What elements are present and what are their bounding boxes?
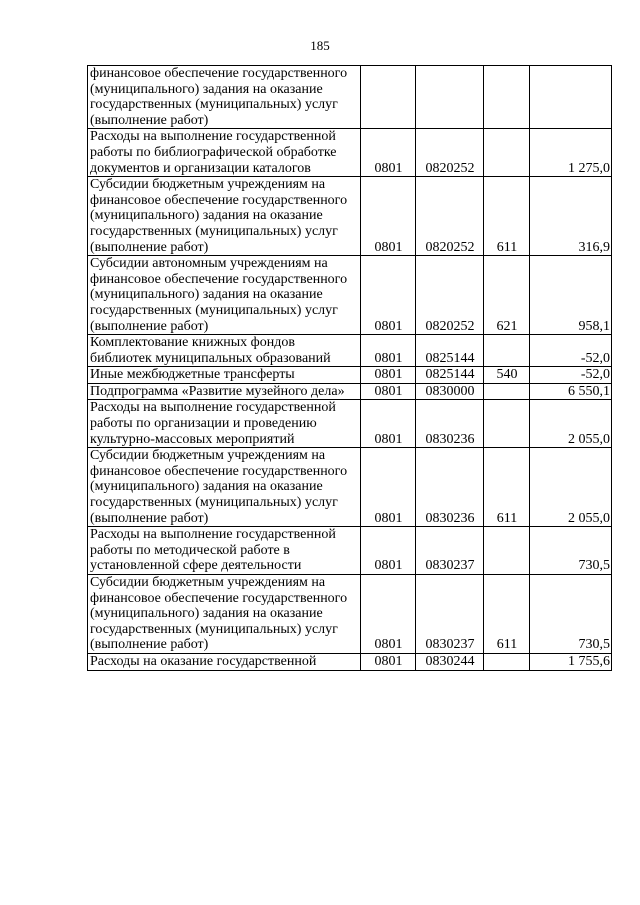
row-amount: 730,5 — [530, 527, 612, 575]
row-description: Субсидии бюджетным учреждениям на финансовое обеспечение государственного (муниципального) задания на оказание государственных (муниципальных) услуг (выполнение работ) — [88, 448, 361, 527]
row-razdel: 0801 — [361, 129, 416, 177]
row-expense-type — [484, 66, 530, 129]
row-target-article: 0830000 — [416, 383, 484, 400]
row-razdel: 0801 — [361, 367, 416, 384]
row-target-article: 0820252 — [416, 129, 484, 177]
row-target-article — [416, 66, 484, 129]
table-row — [88, 400, 612, 448]
row-description: финансовое обеспечение государственного (муниципального) задания на оказание государственных (муниципальных) услуг (выполнение работ) — [88, 66, 361, 129]
row-expense-type: 611 — [484, 177, 530, 256]
row-target-article: 0820252 — [416, 256, 484, 335]
table-row — [88, 335, 612, 367]
row-target-article: 0830236 — [416, 448, 484, 527]
row-expense-type — [484, 400, 530, 448]
row-amount: 316,9 — [530, 177, 612, 256]
table-row — [88, 653, 612, 670]
row-description: Расходы на выполнение государственной работы по методической работе в установленной сфере деятельности — [88, 527, 361, 575]
row-amount: 1 755,6 — [530, 653, 612, 670]
row-amount: 6 550,1 — [530, 383, 612, 400]
row-amount: 2 055,0 — [530, 400, 612, 448]
row-description: Комплектование книжных фондов библиотек муниципальных образований — [88, 335, 361, 367]
row-expense-type — [484, 527, 530, 575]
row-expense-type: 611 — [484, 448, 530, 527]
row-amount: -52,0 — [530, 367, 612, 384]
row-target-article: 0830237 — [416, 575, 484, 654]
row-target-article: 0830244 — [416, 653, 484, 670]
row-description: Субсидии бюджетным учреждениям на финансовое обеспечение государственного (муниципального) задания на оказание государственных (муниципальных) услуг (выполнение работ) — [88, 177, 361, 256]
table-row — [88, 575, 612, 654]
page-number: 185 — [310, 38, 330, 53]
row-razdel: 0801 — [361, 448, 416, 527]
row-razdel: 0801 — [361, 383, 416, 400]
table-row — [88, 367, 612, 384]
row-description: Иные межбюджетные трансферты — [88, 367, 361, 384]
row-target-article: 0820252 — [416, 177, 484, 256]
row-target-article: 0825144 — [416, 367, 484, 384]
row-razdel: 0801 — [361, 400, 416, 448]
row-expense-type — [484, 335, 530, 367]
row-amount: 2 055,0 — [530, 448, 612, 527]
table-row — [88, 383, 612, 400]
row-description: Субсидии бюджетным учреждениям на финансовое обеспечение государственного (муниципального) задания на оказание государственных (муниципальных) услуг (выполнение работ) — [88, 575, 361, 654]
row-razdel: 0801 — [361, 177, 416, 256]
row-razdel — [361, 66, 416, 129]
row-expense-type — [484, 653, 530, 670]
row-amount: 1 275,0 — [530, 129, 612, 177]
row-target-article: 0825144 — [416, 335, 484, 367]
row-amount: 730,5 — [530, 575, 612, 654]
row-target-article: 0830237 — [416, 527, 484, 575]
row-expense-type: 611 — [484, 575, 530, 654]
table-row — [88, 527, 612, 575]
row-razdel: 0801 — [361, 527, 416, 575]
row-razdel: 0801 — [361, 575, 416, 654]
row-expense-type — [484, 383, 530, 400]
row-description: Подпрограмма «Развитие музейного дела» — [88, 383, 361, 400]
table-row — [88, 129, 612, 177]
row-amount: -52,0 — [530, 335, 612, 367]
row-description: Расходы на оказание государственной — [88, 653, 361, 670]
row-target-article: 0830236 — [416, 400, 484, 448]
budget-table — [87, 65, 612, 671]
row-expense-type — [484, 129, 530, 177]
table-row — [88, 256, 612, 335]
row-razdel: 0801 — [361, 335, 416, 367]
table-row — [88, 448, 612, 527]
row-amount: 958,1 — [530, 256, 612, 335]
row-description: Субсидии автономным учреждениям на финансовое обеспечение государственного (муниципального) задания на оказание государственных (муниципальных) услуг (выполнение работ) — [88, 256, 361, 335]
row-amount — [530, 66, 612, 129]
table-row — [88, 177, 612, 256]
row-description: Расходы на выполнение государственной работы по библиографической обработке документов и организации каталогов — [88, 129, 361, 177]
row-expense-type: 540 — [484, 367, 530, 384]
row-razdel: 0801 — [361, 653, 416, 670]
row-razdel: 0801 — [361, 256, 416, 335]
row-description: Расходы на выполнение государственной работы по организации и проведению культурно-массовых мероприятий — [88, 400, 361, 448]
row-expense-type: 621 — [484, 256, 530, 335]
table-row — [88, 66, 612, 129]
